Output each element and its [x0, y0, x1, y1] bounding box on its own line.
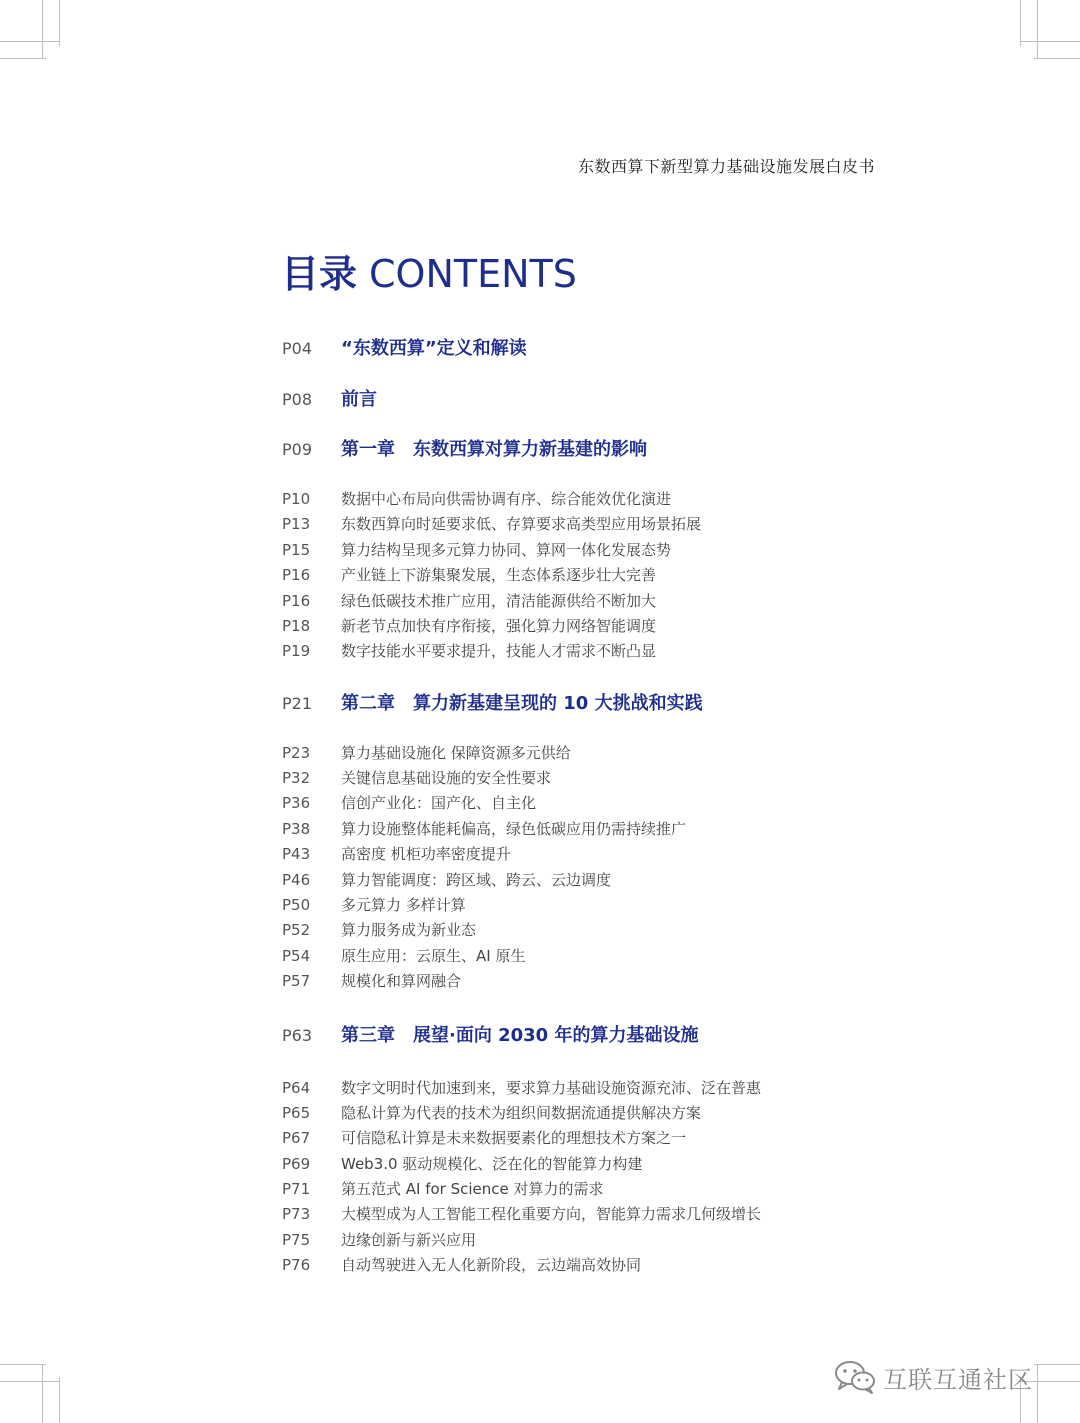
toc-page-number: P36	[282, 794, 311, 812]
crop-mark-bottom-left-h1	[0, 1364, 46, 1365]
toc-entry[interactable]	[282, 1227, 476, 1252]
toc-entry-title: 可信隐私计算是未来数据要素化的理想技术方案之一	[341, 1129, 687, 1147]
toc-entry-title: 边缘创新与新兴应用	[341, 1231, 477, 1249]
toc-entry[interactable]	[282, 1125, 686, 1150]
toc-entry-title: 规模化和算网融合	[341, 972, 462, 990]
toc-entry[interactable]	[282, 1252, 641, 1277]
toc-entry-title: 算力基础设施化 保障资源多元供给	[341, 744, 571, 762]
toc-entry[interactable]	[282, 892, 466, 917]
toc-entry[interactable]	[282, 486, 671, 511]
toc-entry-title: 产业链上下游集聚发展，生态体系逐步壮大完善	[341, 566, 657, 584]
toc-entry-title: 原生应用：云原生、AI 原生	[341, 947, 526, 965]
toc-entry[interactable]	[282, 537, 671, 562]
toc-title	[281, 250, 577, 298]
toc-entry[interactable]	[282, 336, 527, 361]
toc-entry[interactable]	[282, 1201, 761, 1226]
toc-page-number: P52	[282, 921, 311, 939]
crop-mark-top-right-h2	[1034, 58, 1080, 59]
toc-entry-title: 算力设施整体能耗偏高，绿色低碳应用仍需持续推广	[341, 820, 687, 838]
crop-mark-top-left-h2	[0, 58, 46, 59]
document-header-title: 东数西算下新型算力基础设施发展白皮书	[577, 157, 875, 176]
crop-mark-top-left-h1	[0, 41, 59, 42]
crop-mark-bottom-left-h2	[0, 1381, 59, 1382]
toc-entry-title: 高密度 机柜功率密度提升	[341, 845, 511, 863]
crop-mark-top-right-v1	[1020, 0, 1021, 46]
toc-entry-title: 第一章 东数西算对算力新基建的影响	[341, 439, 647, 460]
toc-entry-title: 第五范式 AI for Science 对算力的需求	[341, 1180, 604, 1198]
toc-entry[interactable]	[282, 638, 656, 663]
toc-page-number: P63	[282, 1026, 313, 1045]
toc-page-number: P46	[282, 871, 311, 889]
toc-page-number: P64	[282, 1079, 311, 1097]
toc-entry[interactable]	[282, 387, 377, 412]
toc-page-number: P23	[282, 744, 311, 762]
toc-entry[interactable]	[282, 841, 511, 866]
toc-entry-title: 前言	[341, 389, 377, 410]
toc-page-number: P67	[282, 1129, 311, 1147]
toc-entry[interactable]	[282, 968, 461, 993]
toc-entry[interactable]	[282, 790, 536, 815]
wechat-watermark	[833, 1357, 1033, 1397]
toc-page-number: P54	[282, 947, 311, 965]
toc-entry[interactable]	[282, 691, 703, 716]
toc-page-number: P21	[282, 694, 313, 713]
toc-entry-title: 大模型成为人工智能工程化重要方向，智能算力需求几何级增长	[341, 1205, 762, 1223]
toc-page-number: P08	[282, 390, 313, 409]
crop-mark-top-left-v2	[59, 0, 60, 46]
toc-page-number: P09	[282, 440, 313, 459]
toc-page-number: P16	[282, 592, 311, 610]
toc-entry-title: “东数西算”定义和解读	[341, 338, 527, 359]
toc-entry-title: 隐私计算为代表的技术为组织间数据流通提供解决方案	[341, 1104, 702, 1122]
toc-page-number: P73	[282, 1205, 311, 1223]
toc-entry[interactable]	[282, 1151, 642, 1176]
toc-entry-title: 关键信息基础设施的安全性要求	[341, 769, 552, 787]
toc-entry-title: 自动驾驶进入无人化新阶段，云边端高效协同	[341, 1256, 642, 1274]
toc-page-number: P38	[282, 820, 311, 838]
toc-page-number: P75	[282, 1231, 311, 1249]
toc-page-number: P15	[282, 541, 311, 559]
crop-mark-top-right-h1	[1021, 41, 1080, 42]
toc-entry-title: 信创产业化：国产化、自主化	[341, 794, 537, 812]
toc-page-number: P76	[282, 1256, 311, 1274]
toc-title-en: CONTENTS	[369, 252, 577, 296]
toc-page-number: P43	[282, 845, 311, 863]
toc-entry[interactable]	[282, 1023, 698, 1048]
toc-entry-title: 东数西算向时延要求低、存算要求高类型应用场景拓展	[341, 515, 702, 533]
toc-entry-title: 新老节点加快有序衔接，强化算力网络智能调度	[341, 617, 657, 635]
toc-entry[interactable]	[282, 562, 656, 587]
toc-entry[interactable]	[282, 1075, 761, 1100]
toc-page-number: P19	[282, 642, 311, 660]
toc-page-number: P32	[282, 769, 311, 787]
crop-mark-top-left-v1	[42, 0, 43, 58]
toc-page-number: P18	[282, 617, 311, 635]
toc-entry-title: 算力服务成为新业态	[341, 921, 477, 939]
toc-entry[interactable]	[282, 917, 476, 942]
crop-mark-bottom-right-h1	[1034, 1364, 1080, 1365]
wechat-icon	[833, 1359, 877, 1395]
toc-page-number: P04	[282, 339, 313, 358]
toc-entry[interactable]	[282, 511, 701, 536]
toc-entry[interactable]	[282, 816, 686, 841]
crop-mark-top-right-v2	[1037, 0, 1038, 58]
toc-entry[interactable]	[282, 765, 551, 790]
toc-title-cn: 目录	[281, 252, 358, 296]
toc-page-number: P65	[282, 1104, 311, 1122]
toc-entry[interactable]	[282, 943, 525, 968]
toc-entry[interactable]	[282, 613, 656, 638]
toc-entry-title: 第二章 算力新基建呈现的 10 大挑战和实践	[341, 693, 703, 714]
toc-entry-title: Web3.0 驱动规模化、泛在化的智能算力构建	[341, 1155, 643, 1173]
toc-page-number: P13	[282, 515, 311, 533]
toc-entry-title: 数据中心布局向供需协调有序、综合能效优化演进	[341, 490, 672, 508]
toc-entry[interactable]	[282, 437, 647, 462]
toc-page-number: P69	[282, 1155, 311, 1173]
toc-entry-title: 算力智能调度：跨区域、跨云、云边调度	[341, 871, 612, 889]
toc-page-number: P16	[282, 566, 311, 584]
watermark-text: 互联互通社区	[883, 1365, 1033, 1394]
crop-mark-bottom-left-v2	[59, 1377, 60, 1423]
toc-entry-title: 多元算力 多样计算	[341, 896, 466, 914]
toc-page-number: P57	[282, 972, 311, 990]
toc-entry[interactable]	[282, 1176, 604, 1201]
toc-entry[interactable]	[282, 588, 656, 613]
crop-mark-bottom-left-v1	[42, 1365, 43, 1423]
toc-entry-title: 第三章 展望·面向 2030 年的算力基础设施	[341, 1025, 699, 1046]
toc-entry-title: 算力结构呈现多元算力协同、算网一体化发展态势	[341, 541, 672, 559]
crop-mark-bottom-right-v2	[1037, 1365, 1038, 1423]
toc-page-number: P10	[282, 490, 311, 508]
toc-entry-title: 绿色低碳技术推广应用，清洁能源供给不断加大	[341, 592, 657, 610]
toc-entry-title: 数字文明时代加速到来，要求算力基础设施资源充沛、泛在普惠	[341, 1079, 762, 1097]
toc-entry[interactable]	[282, 867, 611, 892]
toc-entry[interactable]	[282, 1100, 701, 1125]
toc-page-number: P50	[282, 896, 311, 914]
toc-page-number: P71	[282, 1180, 311, 1198]
toc-entry[interactable]	[282, 740, 571, 765]
toc-entry-title: 数字技能水平要求提升，技能人才需求不断凸显	[341, 642, 657, 660]
